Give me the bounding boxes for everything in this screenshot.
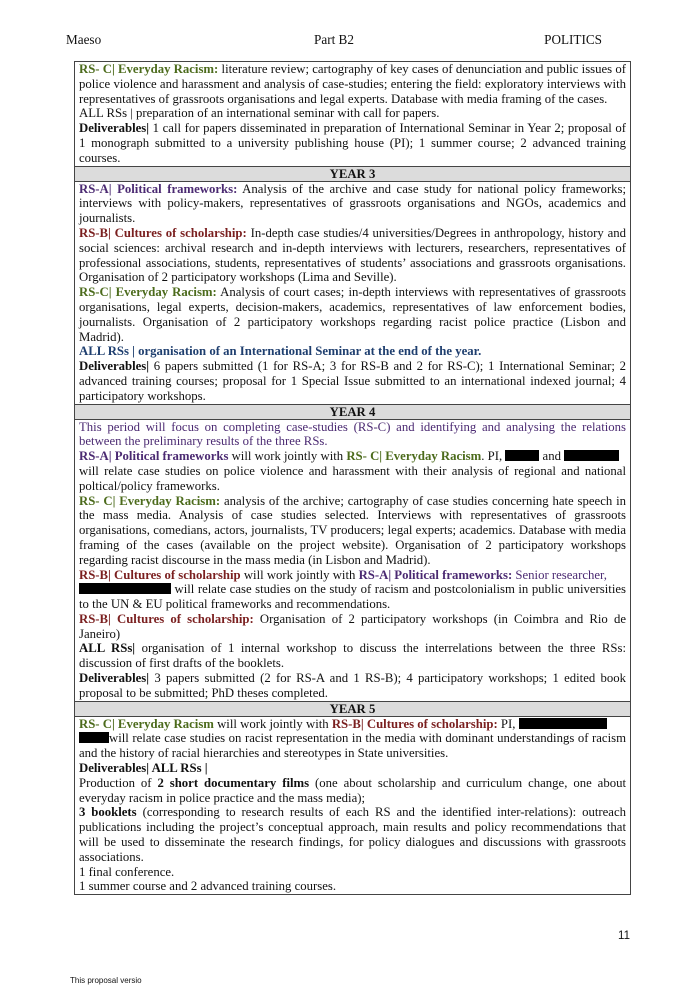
year5-section: [75, 717, 630, 895]
year4-rs-c-paragraph: [79, 494, 626, 568]
year2-all-rss-paragraph: ALL RSs | preparation of an international seminar with call for papers.: [79, 106, 440, 121]
rs-b-tag: RS-B| Cultures of scholarship:: [79, 225, 247, 240]
senior-researcher-text: Senior researcher,: [512, 567, 607, 582]
year5-rs-c-paragraph: [79, 717, 626, 761]
joint-text: will work jointly with: [228, 449, 347, 464]
production-suffix: (one about scholarship and curriculum change, one about everyday racism in police practice and the mass media);: [79, 775, 627, 805]
films-text: 2 short documentary films: [157, 775, 310, 790]
deliverables-tag: Deliverables|: [79, 121, 150, 136]
booklets-text: 3 booklets: [79, 805, 137, 820]
deliverables-tag: Deliverables|: [79, 671, 150, 686]
year2-deliverables-paragraph: [79, 121, 626, 165]
page-number: 11: [618, 930, 630, 942]
year5-final-conference: 1 final conference.: [79, 864, 175, 879]
rs-b-tag: RS-B| Cultures of scholarship:: [331, 716, 498, 731]
year2-continued-section: [75, 62, 630, 166]
footer-note: This proposal versio: [70, 976, 142, 985]
rs-a-tag: RS-A| Political frameworks: [79, 449, 229, 464]
redaction-bar: [79, 583, 171, 594]
header-panel: POLITICS: [544, 32, 602, 47]
rs-c-text: analysis of the archive; cartography of case studies concerning hate speech in the mass media. Analysis of case studies selected. Interviews with representatives of grassroots organisations, comedians, actors, journalists, TV producers; legal experts; academics. Database with media framing of the cases (available on the project website). Organisation of 2 participatory workshops regarding racist discourse in the mass media (in Lisbon and Madrid).: [79, 493, 626, 567]
year5-deliverables-heading: Deliverables| ALL RSs |: [79, 761, 208, 776]
year3-all-rss-paragraph: ALL RSs | organisation of an International Seminar at the end of the year.: [79, 344, 482, 359]
booklets-description: (corresponding to research results of each RS and the identified inter-relations): outreach publications including the project’s conceptual approach, main results and policy recommendations that will be used to disseminate the research findings, for policy dialogues and discussions with grassroots associations.: [79, 805, 626, 864]
pi-text: PI,: [497, 716, 516, 731]
year3-rs-a-paragraph: [79, 182, 626, 226]
redaction-bar: [505, 450, 539, 461]
year4-deliverables-paragraph: [79, 671, 626, 701]
deliverables-text: 1 call for papers disseminated in preparation of International Seminar in Year 2; proposal of 1 monograph submitted to a university publishing house (PI); 1 summer course; 2 advanced training courses.: [79, 121, 626, 165]
redaction-bar: [564, 450, 619, 461]
joint-text: will work jointly with: [240, 567, 359, 582]
deliverables-tag: Deliverables|: [79, 359, 150, 374]
year3-header: YEAR 3: [75, 166, 630, 182]
rs-b-text: will relate case studies on the study of racism and postcolonialism in public universities to the UN & EU political frameworks and recommendations.: [79, 582, 626, 612]
year5-summer-course: 1 summer course and 2 advanced training courses.: [79, 879, 337, 894]
header-author: Maeso: [66, 32, 102, 47]
rs-a-tag: RS-A| Political frameworks:: [358, 567, 513, 582]
year3-rs-b-paragraph: [79, 226, 626, 285]
year3-rs-c-paragraph: [79, 285, 626, 344]
page-header: [66, 32, 602, 48]
year3-deliverables-paragraph: [79, 359, 626, 403]
year4-rs-a-paragraph: [79, 449, 626, 493]
rs-a-text: will relate case studies on police violence and harassment with their analysis of regional and national poltical/policy frameworks.: [79, 463, 626, 493]
rs-b-text: Organisation of 2 participatory workshops (in Coimbra and Rio de Janeiro): [79, 611, 626, 641]
year4-rs-b-workshops-paragraph: [79, 612, 626, 642]
year4-rs-b-paragraph: [79, 568, 626, 612]
rs-c-tag: RS- C| Everyday Racism:: [79, 493, 221, 508]
rs-b-text: In-depth case studies/4 universities/Degrees in anthropology, history and social sciences: archival research and in-depth interviews with lecturers, researchers, representatives of professional associations, students, representatives of students’ associations and grassroots organisations. Organisation of 2 participatory workshops (Lima and Seville).: [79, 225, 626, 285]
redaction-bar: [79, 732, 109, 743]
rs-a-tag: RS-A| Political frameworks:: [79, 181, 238, 196]
and-text: and: [539, 449, 565, 464]
all-rss-tag: ALL RSs|: [79, 641, 136, 656]
rs-c-tag: RS-C| Everyday Racism:: [79, 285, 217, 300]
rs-b-tag: RS-B| Cultures of scholarship:: [79, 611, 254, 626]
year4-intro-paragraph: This period will focus on completing case-studies (RS-C) and identifying and analysing the relations between the preliminary results of the three RSs.: [79, 419, 626, 449]
header-part: Part B2: [314, 32, 354, 47]
rs-b-tag: RS-B| Cultures of scholarship: [79, 567, 241, 582]
year3-section: [75, 182, 630, 404]
year4-section: [75, 420, 630, 701]
rs-c-text: will relate case studies on racist representation in the media with dominant understandings of racism and the history of racial hierarchies and stereotypes in State universities.: [79, 731, 626, 761]
rs-c-tag: RS- C| Everyday Racism: [79, 716, 214, 731]
year5-booklets-paragraph: [79, 805, 626, 864]
deliverables-text: 3 papers submitted (2 for RS-A and 1 RS-B); 4 participatory workshops; 1 edited book proposal to be submitted; PhD theses completed.: [79, 671, 626, 700]
year4-header: YEAR 4: [75, 404, 630, 420]
all-rss-text: organisation of 1 internal workshop to discuss the interrelations between the three RSs: discussion of first drafts of the booklets.: [79, 641, 626, 671]
rs-a-text: Analysis of the archive and case study for national policy frameworks; interviews with policy-makers, representatives of grassroots organisations and NGOs, academics and journalists.: [79, 181, 626, 226]
year5-production-paragraph: [79, 776, 626, 806]
production-prefix: Production of: [79, 775, 158, 790]
rs-c-text: Analysis of court cases; in-depth interviews with representatives of grassroots organisations, legal experts, decision-makers, academics, representatives of law enforcement bodies, journalists. Organisation of 2 participatory workshops regarding racist police practice (Lisbon and Madrid).: [79, 285, 626, 344]
pi-text: . PI,: [481, 449, 506, 464]
deliverables-text: 6 papers submitted (1 for RS-A; 3 for RS-B and 2 for RS-C); 1 International Seminar; 2 advanced training courses; proposal for 1 Special Issue submitted to an international indexed journal; 4 participatory workshops.: [79, 359, 626, 403]
redaction-bar: [519, 718, 607, 729]
year5-header: YEAR 5: [75, 701, 630, 717]
rs-c-tag: RS- C| Everyday Racism:: [79, 62, 219, 76]
rs-c-tag: RS- C| Everyday Racism: [346, 449, 482, 464]
year4-all-rss-paragraph: [79, 641, 626, 671]
rs-c-text: literature review; cartography of key cases of denunciation and public issues of police violence and harassment and analysis of case-studies; entering the field: exploratory interviews with representatives of grassroots organisations and legal experts. Database with media framing of the cases.: [79, 62, 626, 106]
joint-text: will work jointly with: [213, 716, 332, 731]
work-plan-table: [74, 61, 631, 895]
year2-rs-c-paragraph: [79, 62, 626, 106]
